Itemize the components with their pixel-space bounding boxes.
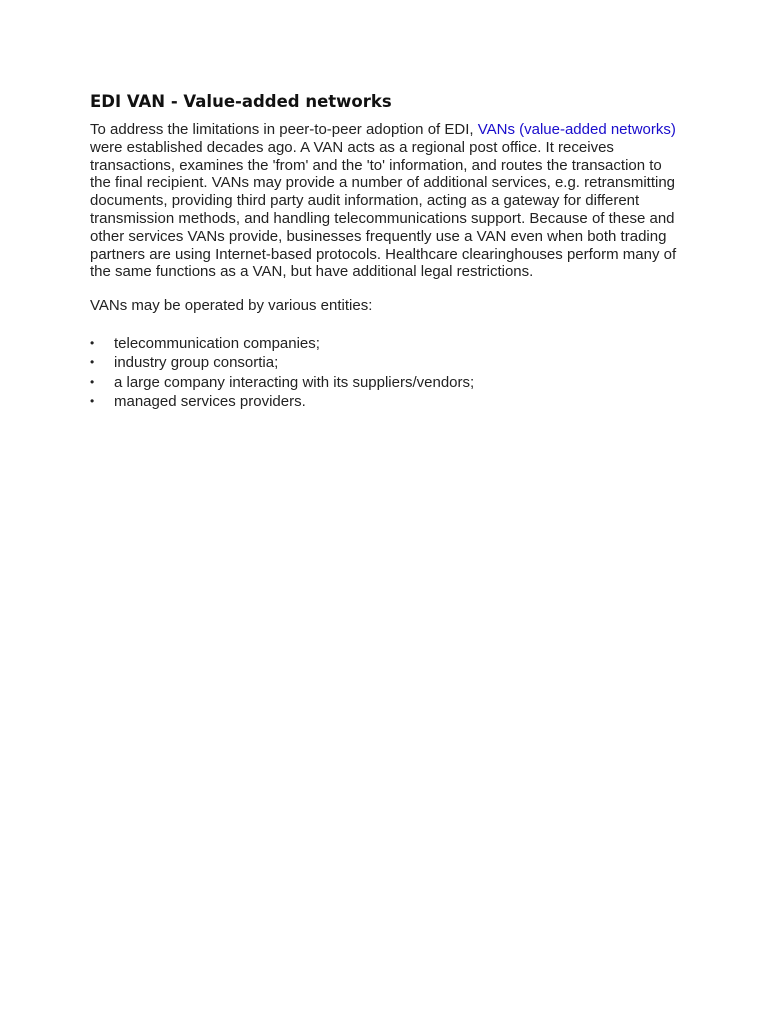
bullet-icon: • — [90, 335, 95, 350]
operators-list — [90, 334, 680, 411]
list-item — [90, 392, 680, 411]
page-title: EDI VAN - Value-added networks — [90, 92, 392, 111]
bullet-icon: • — [90, 355, 95, 370]
list-item-text: managed services providers. — [114, 392, 306, 410]
list-item — [90, 373, 680, 392]
list-item-text: telecommunication companies; — [114, 334, 320, 352]
list-item-text: a large company interacting with its suppliers/vendors; — [114, 373, 475, 391]
list-item — [90, 334, 680, 353]
bullet-icon: • — [90, 393, 95, 408]
intro-text-end: were established decades ago. A VAN acts as a regional post office. It receives transactions, examines the 'from' and the 'to' information, and routes the transaction to the final recipient. VANs may provide a number of additional services, e.g. retransmitting documents, providing third party audit information, acting as a gateway for different transmission methods, and handling telecommunications support. Because of these and other services VANs provide, businesses frequently use a VAN even when both trading partners are using Internet-based protocols. Healthcare clearinghouses perform many of the same functions as a VAN, but have additional legal restrictions. — [90, 138, 677, 281]
intro-paragraph — [90, 121, 680, 281]
list-item-text: industry group consortia; — [114, 354, 279, 372]
document-page — [90, 91, 680, 411]
list-lead-paragraph: VANs may be operated by various entities: — [90, 297, 373, 315]
intro-text-start: To address the limitations in peer-to-peer adoption of EDI, — [90, 121, 478, 138]
list-item — [90, 353, 680, 372]
bullet-icon: • — [90, 374, 95, 389]
vans-link[interactable]: VANs (value-added networks) — [477, 121, 676, 138]
